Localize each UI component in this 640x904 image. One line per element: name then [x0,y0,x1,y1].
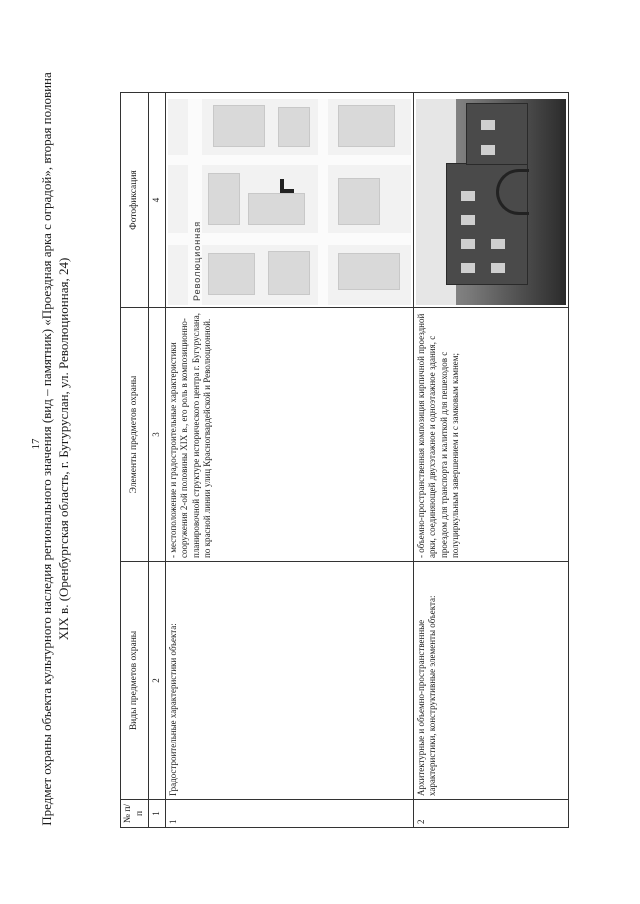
col-header-photo: Фотофиксация [121,93,149,308]
photo-building-cell [413,93,568,308]
row-number: 2 [413,800,568,828]
protection-table [120,92,569,828]
row-type: Архитектурные и объемно-пространственные характеристики, конструктивные элементы объекта: [413,562,568,800]
col-header-number: № п/п [121,800,149,828]
row-elements: - объемно-пространственная композиция кирпичной проездной арки, соединяющей двухэтажное и одноэтажное здания, с проездом для транспорта и калиткой для пешеходов с полуциркульным завершением и с замковым камнем; [413,308,568,562]
col-header-elements: Элементы предметов охраны [121,308,149,562]
col-number-3: 3 [149,308,166,562]
page-number: 17 [30,438,42,450]
row-elements: - местоположение и градостроительные характеристики сооружения 2-ой половины XIX в., его роль в композиционно-планировочной структуре исторического центра г. Бугуруслана, по красной линии улиц Красногвардейской и Революционной. [165,308,413,562]
document-heading: Предмет охраны объекта культурного наследия регионального значения (вид – памятник) «Проездная арка с оградой», вторая половина XIX в. (Оренбургская область, г. Бугуруслан, ул. Революционная, 24) [39,72,71,826]
table-number-row [149,93,166,828]
location-map-image [168,99,411,305]
col-header-type: Виды предметов охраны [121,562,149,800]
row-number: 1 [165,800,413,828]
photo-map-cell [165,93,413,308]
table-row [413,93,568,828]
table-row [165,93,413,828]
table-header-row [121,93,149,828]
col-number-1: 1 [149,800,166,828]
row-type: Градостроительные характеристики объекта: [165,562,413,800]
col-number-4: 4 [149,93,166,308]
building-photo-image [416,99,566,305]
col-number-2: 2 [149,562,166,800]
map-street-label: Революционная [191,220,202,301]
